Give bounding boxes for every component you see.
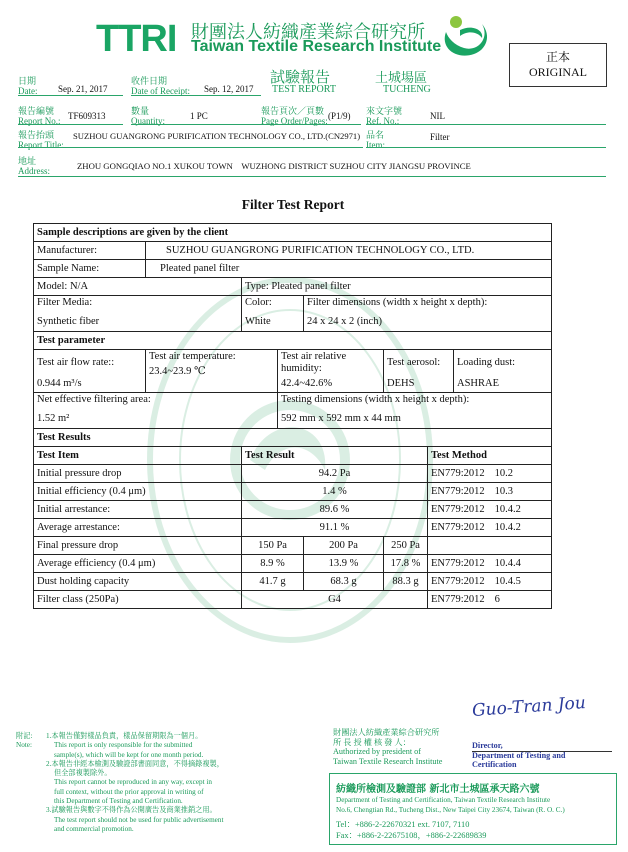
testdims-label: Testing dimensions (width x height x depth): — [281, 394, 470, 405]
row-item: Initial arrestance: — [34, 501, 242, 519]
location-en: TUCHENG — [383, 84, 431, 95]
title-label: 報告抬頭 Report Title: — [18, 130, 64, 150]
final-method-empty — [428, 537, 552, 555]
area-cell — [34, 393, 278, 429]
media-value: Synthetic fiber — [37, 316, 100, 327]
item-value: Filter — [430, 132, 450, 142]
original-en: ORIGINAL — [529, 65, 587, 79]
row-value-2: 68.3 g — [304, 573, 384, 591]
row-value-2: 13.9 % — [304, 555, 384, 573]
table-row — [34, 465, 552, 483]
note-line: 但全部複製除外。 — [54, 769, 112, 778]
dust-label: Loading dust: — [457, 357, 516, 368]
dust-cell — [454, 350, 552, 393]
org-name-en: Taiwan Textile Research Institute — [191, 38, 442, 55]
table-row — [34, 483, 552, 501]
authorized-zh-1: 財團法人紡織產業綜合研究所 — [333, 728, 440, 737]
flow-label: Test air flow rate:: — [37, 357, 115, 368]
row-value-3: 17.8 % — [384, 555, 428, 573]
row-result: 94.2 Pa — [242, 465, 428, 483]
table-row — [34, 573, 552, 591]
testdims-value: 592 mm x 592 mm x 44 mm — [281, 413, 401, 424]
temp-value: 23.4~23.9 ℃ — [149, 366, 206, 377]
row-item: Initial pressure drop — [34, 465, 242, 483]
final-value-1: 150 Pa — [242, 537, 304, 555]
table-row — [34, 555, 552, 573]
temp-cell — [146, 350, 278, 393]
notes-label: 附記: Note: — [16, 732, 33, 750]
note-line: 2.本報告非經本檢測及驗證部書面同意，不得摘錄複製， — [46, 759, 224, 768]
manufacturer-label: Manufacturer: — [34, 242, 146, 260]
row-value-3: 88.3 g — [384, 573, 428, 591]
flow-cell — [34, 350, 146, 393]
final-label: Final pressure drop — [34, 537, 242, 555]
ttri-logo: TTRI — [96, 18, 177, 60]
row-result: 1.4 % — [242, 483, 428, 501]
note-line: This report is only responsible for the submitted — [54, 741, 193, 750]
director-3: Certification — [472, 760, 517, 769]
note-line: full context, without the prior approval in writing of — [54, 787, 204, 796]
area-value: 1.52 m² — [37, 413, 70, 424]
temp-label: Test air temperature: — [149, 351, 236, 362]
row-method: EN779:2012 10.4.4 — [428, 555, 552, 573]
final-value-2: 200 Pa — [304, 537, 384, 555]
final-value-3: 250 Pa — [384, 537, 428, 555]
ref-label: 來文字號 Ref. No.: — [366, 106, 403, 126]
class-value: G4 — [242, 591, 428, 609]
item-label: 品名 Item: — [366, 130, 385, 150]
dept-tel: Tel：+886-2-22670321 ext. 7107, 7110 — [336, 820, 470, 829]
class-label: Filter class (250Pa) — [34, 591, 242, 609]
dims-value: 24 x 24 x 2 (inch) — [307, 316, 382, 327]
row-item: Initial efficiency (0.4 μm) — [34, 483, 242, 501]
date-value: Sep. 21, 2017 — [58, 84, 108, 94]
authorized-en-1: Authorized by president of — [333, 747, 421, 756]
media-label: Filter Media: — [37, 297, 93, 308]
manufacturer-value: SUZHOU GUANGRONG PURIFICATION TECHNOLOGY CO., LTD. — [146, 242, 552, 260]
row-result: 91.1 % — [242, 519, 428, 537]
color-cell — [242, 296, 304, 332]
media-cell — [34, 296, 242, 332]
report-table — [33, 223, 552, 609]
results-heading: Test Results — [34, 429, 552, 447]
color-label: Color: — [245, 297, 272, 308]
quantity-label: 數量 Quantity: — [131, 106, 165, 126]
col-item-header: Test Item — [34, 447, 242, 465]
signature: Guo-Tran Jou — [471, 693, 587, 721]
director-1: Director, — [472, 741, 503, 750]
aerosol-value: DEHS — [387, 378, 415, 389]
table-row — [34, 591, 552, 609]
class-method: EN779:2012 6 — [428, 591, 552, 609]
report-no-value: TF609313 — [68, 111, 106, 121]
doc-title: Filter Test Report — [241, 197, 345, 212]
param-heading: Test parameter — [34, 332, 552, 350]
report-title-zh: 試驗報告 — [270, 68, 331, 86]
humidity-cell — [278, 350, 384, 393]
report-title-en: TEST REPORT — [272, 84, 336, 95]
receipt-value: Sep. 12, 2017 — [204, 84, 254, 94]
note-line: and commercial promotion. — [54, 824, 134, 833]
notes-block — [46, 732, 286, 834]
humidity-value: 42.4~42.6% — [281, 378, 333, 389]
address-label: 地址 Address: — [18, 156, 50, 176]
location-zh: 土城場區 — [375, 71, 428, 86]
table-row — [34, 519, 552, 537]
aerosol-cell — [384, 350, 454, 393]
authorized-en-2: Taiwan Textile Research Institute — [333, 756, 443, 766]
col-result-header: Test Result — [242, 447, 428, 465]
page-value: (P1/9) — [328, 111, 351, 121]
row-method: EN779:2012 10.4.2 — [428, 519, 552, 537]
authorized-block — [333, 728, 442, 766]
row-method: EN779:2012 10.4.2 — [428, 501, 552, 519]
dims-cell — [304, 296, 552, 332]
row-method: EN779:2012 10.3 — [428, 483, 552, 501]
dept-zh: 紡織所檢測及驗證部 新北市土城區承天路六號 — [336, 784, 540, 795]
aerosol-label: Test aerosol: — [387, 357, 441, 368]
model-cell: Model: N/A — [34, 278, 242, 296]
original-stamp — [509, 43, 607, 87]
row-value-1: 8.9 % — [242, 555, 304, 573]
title-value: SUZHOU GUANGRONG PURIFICATION TECHNOLOGY CO., LTD.(CN2971) — [73, 131, 361, 141]
col-method-header: Test Method — [428, 447, 552, 465]
row-method: EN779:2012 10.2 — [428, 465, 552, 483]
original-zh: 正本 — [545, 50, 570, 64]
table-row — [34, 537, 552, 555]
row-value-1: 41.7 g — [242, 573, 304, 591]
type-cell: Type: Pleated panel filter — [242, 278, 552, 296]
note-line: 1.本報告僅對樣品負責，樣品保留期限為一個月。 — [46, 732, 203, 740]
quantity-value: 1 PC — [190, 111, 208, 121]
row-item: Dust holding capacity — [34, 573, 242, 591]
note-line: sample(s), which will be kept for one month period. — [54, 750, 204, 759]
row-method: EN779:2012 10.4.5 — [428, 573, 552, 591]
dept-en-1: Department of Testing and Certification, Taiwan Textile Research Institute — [336, 796, 551, 804]
director-2: Department of Testing and — [472, 750, 566, 760]
date-label: 日期 Date: — [18, 76, 38, 96]
row-result: 89.6 % — [242, 501, 428, 519]
dust-value: ASHRAE — [457, 378, 500, 389]
flow-value: 0.944 m³/s — [37, 378, 82, 389]
area-label: Net effective filtering area: — [37, 394, 151, 405]
address-value: ZHOU GONGQIAO NO.1 XUKOU TOWN WUZHONG DISTRICT SUZHOU CITY JIANGSU PROVINCE — [77, 161, 471, 171]
ref-value: NIL — [430, 111, 445, 121]
authorized-zh-2: 所 長 授 權 核 發 人： — [333, 737, 411, 747]
receipt-label: 收件日期 Date of Receipt: — [131, 76, 190, 96]
page-label: 報告頁次／頁數 Page Order/Pages: — [261, 106, 328, 126]
note-line: The test report should not be used for public advertisement — [54, 815, 224, 824]
dept-en-2: No.6, Chengtian Rd., Tucheng Dist., New Taipei City 23674, Taiwan (R. O. C.) — [336, 806, 565, 814]
department-box — [329, 773, 617, 845]
director-block — [472, 741, 565, 770]
ttri-emblem-icon — [438, 8, 494, 60]
row-item: Average efficiency (0.4 μm) — [34, 555, 242, 573]
note-line: 3.試驗報告與數字不得作為公開廣告及商業推銷之用。 — [46, 806, 217, 815]
note-line: this Department of Testing and Certification. — [54, 797, 183, 806]
color-value: White — [245, 316, 271, 327]
sample-name-value: Pleated panel filter — [146, 260, 552, 278]
row-item: Average arrestance: — [34, 519, 242, 537]
report-no-label: 報告編號 Report No.: — [18, 106, 61, 126]
testdims-cell — [278, 393, 552, 429]
table-row — [34, 501, 552, 519]
humidity-label: Test air relative humidity: — [281, 351, 347, 374]
org-name-zh: 財團法人紡織產業綜合研究所 — [191, 22, 425, 43]
sample-heading: Sample descriptions are given by the client — [34, 224, 552, 242]
dept-fax: Fax：+886-2-22675108，+886-2-22689839 — [336, 831, 487, 840]
sample-name-label: Sample Name: — [34, 260, 146, 278]
dims-label: Filter dimensions (width x height x depth): — [307, 297, 488, 308]
note-line: This report cannot be reproduced in any way, except in — [54, 778, 212, 787]
